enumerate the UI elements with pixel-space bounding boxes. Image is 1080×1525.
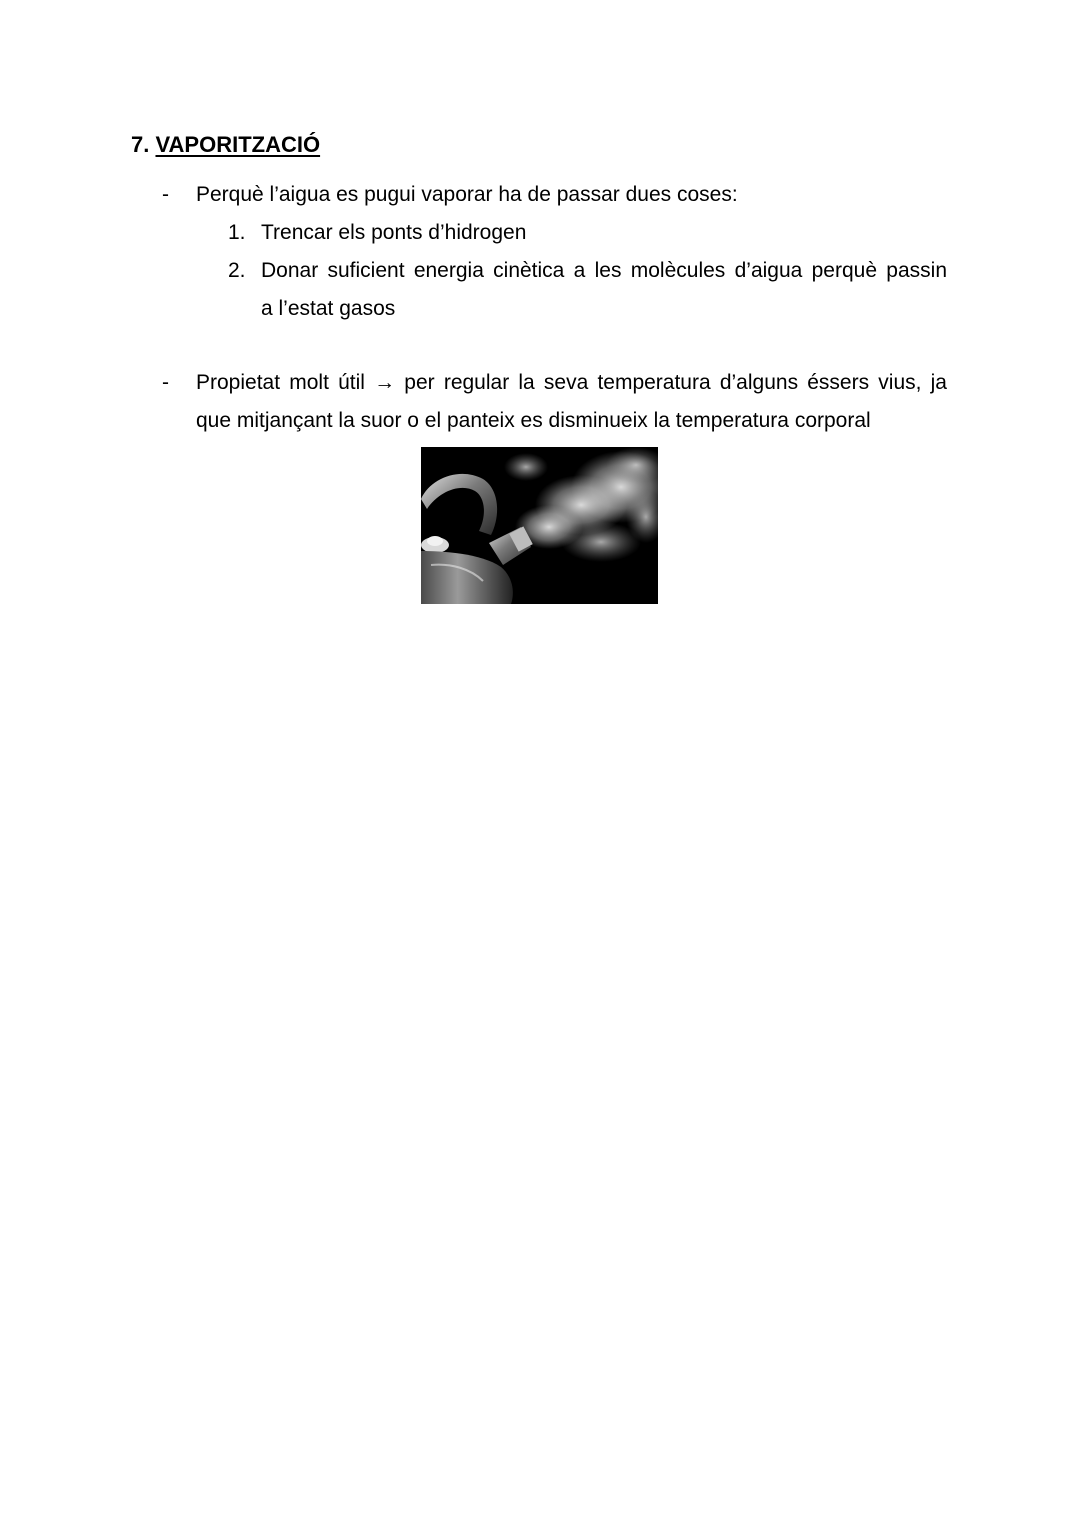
steaming-kettle-photo	[421, 447, 658, 604]
bullet-marker: -	[162, 183, 169, 206]
list-item-number: 2.	[228, 259, 246, 282]
list-item-text: Donar suficient energia cinètica a les molècules d’aigua perquè passin	[261, 259, 947, 282]
section-heading	[131, 131, 320, 159]
bullet-text: Perquè l’aigua es pugui vaporar ha de passar dues coses:	[196, 183, 738, 206]
list-item-text-continued: a l’estat gasos	[261, 297, 396, 320]
bullet-text: Propietat molt útil → per regular la seva temperatura d’alguns éssers vius, ja	[196, 371, 947, 394]
bullet-marker: -	[162, 371, 169, 394]
section-number: 7.	[131, 132, 150, 157]
list-item-text: Trencar els ponts d’hidrogen	[261, 221, 527, 244]
bullet-text-continued: que mitjançant la suor o el panteix es disminueix la temperatura corporal	[196, 409, 871, 432]
section-title: VAPORITZACIÓ	[155, 132, 321, 157]
list-item-number: 1.	[228, 221, 246, 244]
